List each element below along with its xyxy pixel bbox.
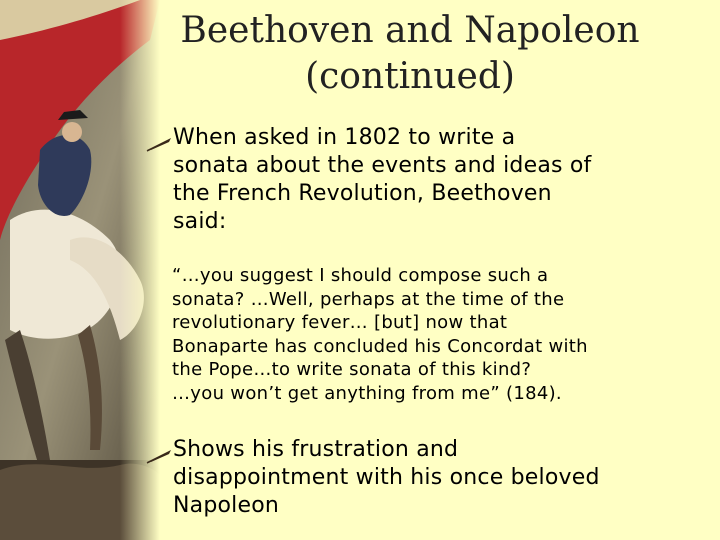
quote-line: sonata? …Well, perhaps at the time of the	[172, 288, 565, 310]
bullet-item	[145, 436, 600, 520]
title-line-1: Beethoven and Napoleon	[180, 10, 640, 51]
bullet-line: Napoleon	[173, 493, 280, 518]
napoleon-painting-image	[0, 0, 160, 540]
quote-line: …you won’t get anything from me” (184).	[172, 382, 562, 404]
painting-svg	[0, 0, 160, 540]
bullet-line: said:	[173, 209, 227, 234]
bullet-line: disappointment with his once beloved	[173, 465, 600, 490]
bullet-line: Shows his frustration and	[173, 437, 459, 462]
bullet-line: When asked in 1802 to write a	[173, 125, 516, 150]
quote-line: revolutionary fever… [but] now that	[172, 312, 508, 333]
bullet-text	[173, 436, 600, 520]
beethoven-quote	[172, 264, 712, 405]
quote-line: Bonaparte has concluded his Concordat with	[172, 335, 588, 357]
bullet-item	[145, 124, 591, 236]
quill-pen-icon	[145, 136, 173, 152]
bullet-line: sonata about the events and ideas of	[173, 153, 592, 178]
title-line-2: (continued)	[305, 56, 515, 97]
bullet-line: the French Revolution, Beethoven	[173, 181, 552, 206]
slide-title	[160, 8, 660, 100]
bullet-text	[173, 124, 591, 236]
quote-line: the Pope…to write sonata of this kind?	[172, 359, 532, 380]
quote-line: “…you suggest I should compose such a	[172, 265, 549, 286]
quill-pen-icon	[145, 448, 173, 464]
